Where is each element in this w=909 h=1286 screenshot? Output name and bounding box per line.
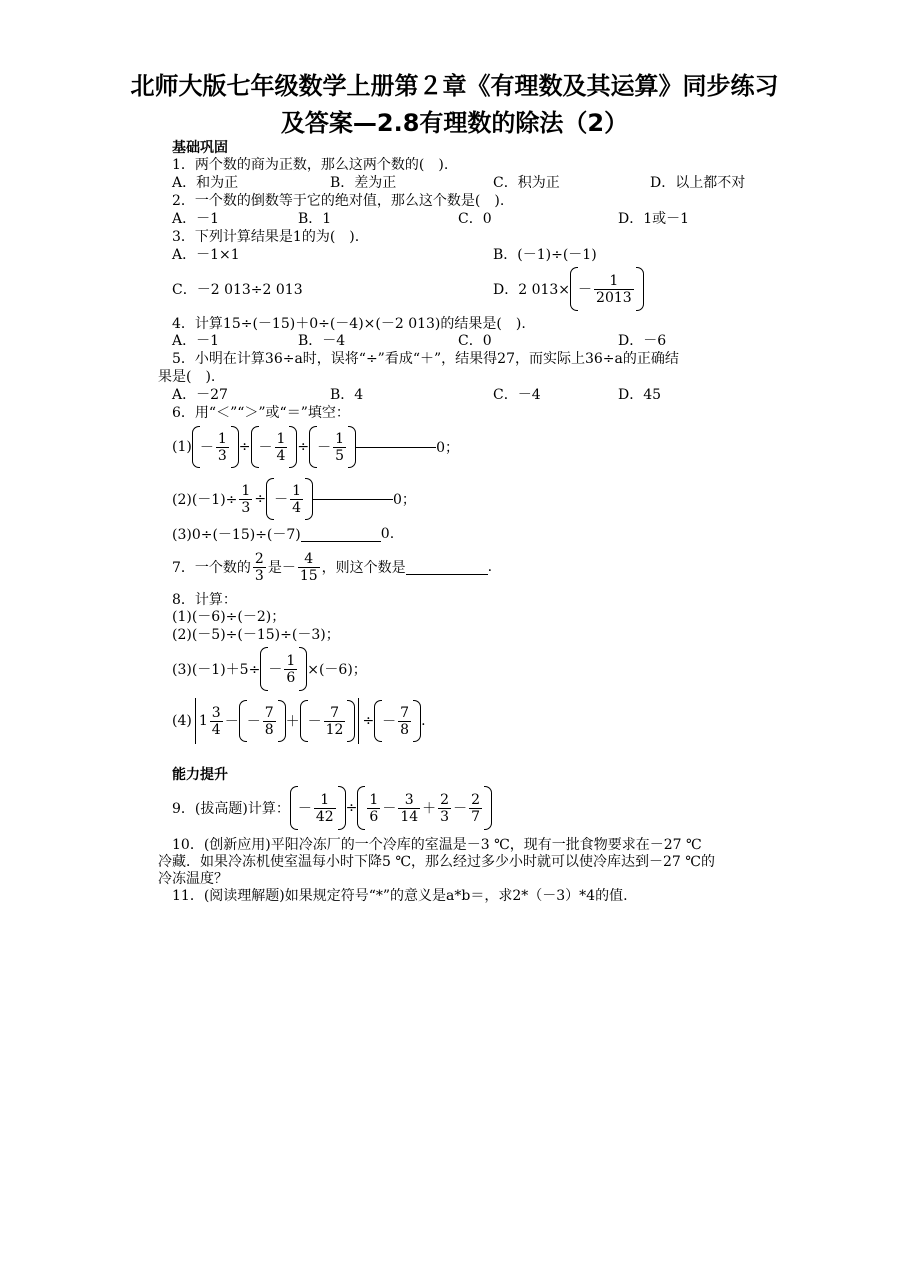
q6-part2 [172,476,416,522]
plus-sign: ＋ [422,801,437,817]
fraction [333,431,346,464]
denominator: 12 [325,721,344,738]
denominator: 3 [217,447,227,464]
minus-sign: － [274,492,289,508]
minus-sign: － [382,714,397,730]
q9 [172,784,492,832]
part-label: (4) [172,713,192,729]
minus-sign: － [268,662,283,678]
fraction [298,551,320,584]
left-paren [192,426,200,468]
page-title-line2: 及答案—2.8有理数的除法（2） [280,109,629,137]
fraction [438,792,451,825]
q3-option-b: B．(－1)÷(－1) [493,247,597,263]
answer-blank[interactable] [301,527,381,542]
q10-line1: 10．(创新应用)平阳冷冻厂的一个冷库的室温是－3 ℃，现有一批食物要求在－27 ℃ [172,837,702,853]
q7-mid: 是－ [267,560,296,576]
denominator: 3 [440,808,450,825]
q10-line3: 冷冻温度？ [158,871,228,887]
fraction [210,705,223,738]
left-paren [374,700,382,742]
q5-option-c: C．－4 [493,387,541,403]
paren-group [239,700,286,742]
fraction [263,705,276,738]
numerator: 2 [440,791,450,808]
q2-stem: 2．一个数的倒数等于它的绝对值，那么这个数是( ). [172,193,505,209]
left-paren [266,478,274,520]
left-paren [570,267,578,311]
minus-sign: － [258,440,273,456]
q4-option-b: B．－4 [298,333,346,349]
paren-group [357,786,492,830]
paren-group [374,700,421,742]
left-paren [357,786,365,830]
q6-stem: 6．用“＜”“＞”或“＝”填空： [172,405,350,421]
minus-sign: － [297,801,312,817]
minus-sign: － [317,440,332,456]
paren-group [192,426,239,468]
paren-group [309,426,356,468]
q6-part1 [172,424,459,470]
right-paren [484,786,492,830]
q5-option-b: B．4 [330,387,364,403]
part-expression: (3)0÷(－15)÷(－7) [172,527,301,543]
numerator: 3 [404,791,414,808]
fraction [398,792,420,825]
denominator: 14 [400,808,419,825]
fraction [398,705,411,738]
end-dot: . [421,713,426,729]
fraction [314,792,336,825]
fraction [290,483,303,516]
fraction [367,792,380,825]
q1-stem: 1．两个数的商为正数，那么这两个数的( ). [172,157,449,173]
minus-sign: － [246,714,261,730]
denominator: 4 [276,447,286,464]
numerator: 1 [609,272,619,289]
right-paren [338,786,346,830]
answer-blank[interactable] [406,560,488,575]
numerator: 1 [292,482,301,499]
right-paren [305,478,313,520]
denominator: 2013 [596,289,632,306]
q4-option-c: C．0 [458,333,492,349]
q3-option-a: A．－1×1 [172,247,240,263]
q8-part2: (2)(－5)÷(－15)÷(－3)； [172,627,340,643]
left-paren [309,426,317,468]
denominator: 15 [299,567,318,584]
left-paren [260,647,268,691]
part-pre: (3)(－1)＋5÷ [172,662,261,678]
denominator: 7 [471,808,480,825]
fraction [324,705,346,738]
q1-option-b: B．差为正 [330,175,397,191]
q3-option-c: C．－2 013÷2 013 [172,282,303,298]
denominator: 4 [211,721,221,738]
zero-text: 0； [436,440,459,456]
q8-stem: 8．计算： [172,592,237,608]
paren-group [266,478,313,520]
q2-option-a: A．－1 [172,211,220,227]
right-paren [347,700,355,742]
minus-sign: － [453,801,468,817]
whole-number: 1 [198,713,208,729]
q3-option-d-label: D．2 013× [493,282,571,298]
q8-part4 [172,697,426,745]
q3-option-d [493,265,644,313]
q10-line2: 冷藏．如果冷冻机使室温每小时下降5 ℃，那么经过多少小时就可以使冷库达到－27 ℃的 [158,854,715,870]
denominator: 3 [241,499,251,516]
part-label: (2)(－1)÷ [172,492,238,508]
right-paren [278,700,286,742]
divide-sign: ÷ [345,800,358,816]
numerator: 1 [320,791,330,808]
q8-part1: (1)(－6)÷(－2)； [172,609,286,625]
q1-option-a: A．和为正 [172,175,239,191]
q6-part3 [172,525,394,543]
fraction [216,431,229,464]
numerator: 7 [330,704,339,721]
section-heading-advanced: 能力提升 [172,767,228,783]
q7-post: ，则这个数是 [321,560,406,576]
numerator: 1 [335,430,345,447]
answer-blank[interactable] [356,447,436,448]
divide-sign: ÷ [297,439,310,455]
numerator: 1 [369,791,379,808]
denominator: 42 [315,808,334,825]
part-post: ×(－6)； [307,662,367,678]
q7-pre: 7．一个数的 [172,560,251,576]
q2-option-b: B．1 [298,211,332,227]
fraction [284,653,297,686]
fraction [594,273,634,306]
numerator: 1 [286,652,296,669]
section-heading-basic: 基础巩固 [172,140,228,156]
q5-stem-line2: 果是( ). [158,369,216,385]
paren-group [290,786,346,830]
right-paren [289,426,297,468]
denominator: 6 [286,669,296,686]
q8-part3 [172,645,367,693]
divide-sign: ÷ [238,439,251,455]
paren-group [570,267,644,311]
q4-option-a: A．－1 [172,333,220,349]
right-paren [231,426,239,468]
part-label: (1) [172,439,192,455]
numerator: 2 [254,550,264,567]
paren-group [251,426,298,468]
denominator: 3 [254,567,264,584]
plus-sign: ＋ [285,714,300,730]
left-paren [290,786,298,830]
denominator: 4 [292,499,301,516]
q1-option-c: C．积为正 [493,175,560,191]
minus-sign: － [307,714,322,730]
numerator: 7 [264,704,274,721]
q3-stem: 3．下列计算结果是1的为( ). [172,229,360,245]
abs-bar-left [195,698,196,744]
divide-sign: ÷ [254,491,267,507]
zero-text: 0； [392,492,416,508]
numerator: 1 [217,430,227,447]
paren-group [260,647,307,691]
page-title-line1: 北师大版七年级数学上册第２章《有理数及其运算》同步练习 [130,72,779,100]
q4-stem: 4．计算15÷(－15)＋0÷(－4)×(－2 013)的结果是( ). [172,316,526,332]
numerator: 1 [241,482,251,499]
right-paren [348,426,356,468]
q5-option-a: A．－27 [172,387,228,403]
numerator: 2 [471,791,480,808]
fraction [275,431,288,464]
fraction [239,483,252,516]
answer-blank[interactable] [313,499,393,500]
q7 [172,546,492,588]
q9-pre: 9．(拔高题)计算： [172,801,290,817]
zero-text: 0. [380,526,395,542]
left-paren [300,700,308,742]
right-paren [299,647,307,691]
divide-sign: ÷ [362,713,375,729]
fraction [469,792,482,825]
fraction [253,551,266,584]
q4-option-d: D．－6 [618,333,667,349]
denominator: 5 [335,447,345,464]
minus-sign: － [224,714,239,730]
paren-group [300,700,356,742]
left-paren [239,700,247,742]
minus-sign: － [578,282,593,298]
q1-option-d: D．以上都不对 [650,175,746,191]
denominator: 6 [369,808,379,825]
q2-option-d: D．1或－1 [618,211,690,227]
numerator: 4 [304,550,314,567]
numerator: 1 [276,430,286,447]
q5-stem-line1: 5．小明在计算36÷a时，误将“÷”看成“＋”，结果得27，而实际上36÷a的正确结 [172,351,679,367]
minus-sign: － [382,801,397,817]
q2-option-c: C．0 [458,211,492,227]
right-paren [413,700,421,742]
minus-sign: － [199,440,214,456]
denominator: 8 [264,721,274,738]
right-paren [636,267,644,311]
q11-text: 11．(阅读理解题)如果规定符号“*”的意义是a*b＝，求2*（－3）*4的值. [172,888,628,904]
left-paren [251,426,259,468]
denominator: 8 [400,721,410,738]
abs-bar-right [358,698,359,744]
numerator: 3 [211,704,221,721]
numerator: 7 [400,704,410,721]
q7-end: . [487,559,493,575]
q5-option-d: D．45 [618,387,662,403]
